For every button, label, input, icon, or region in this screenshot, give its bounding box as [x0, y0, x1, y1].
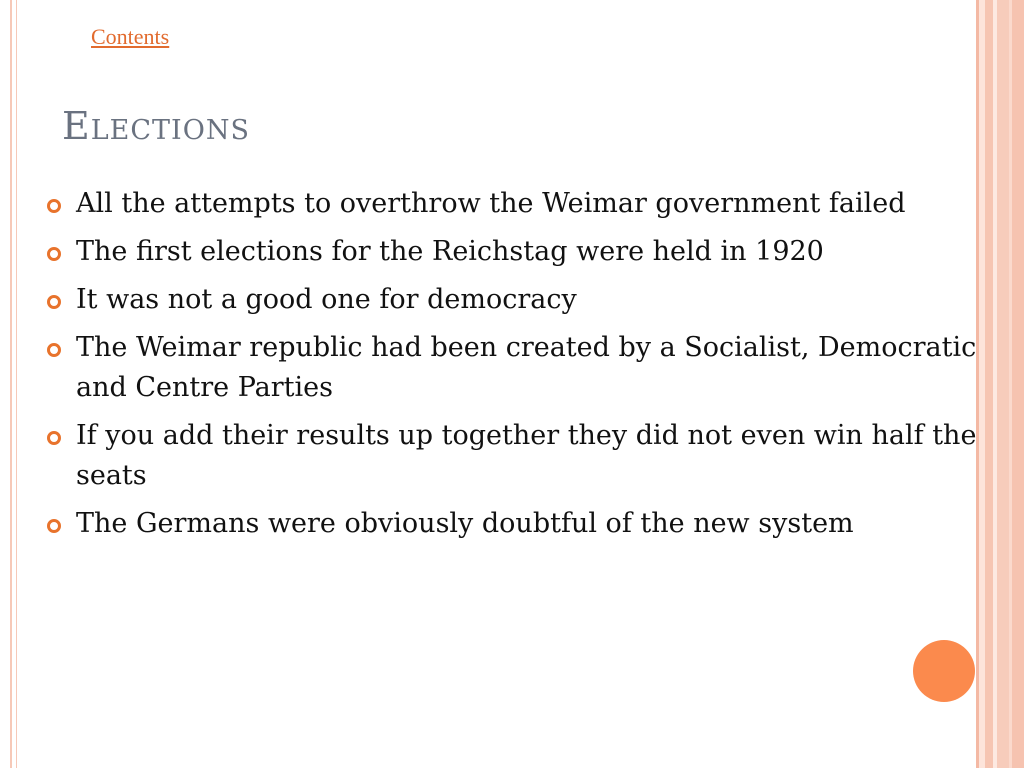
bullet-text: The first elections for the Reichstag were held in 1920	[76, 236, 824, 267]
left-frame-line	[10, 0, 12, 768]
bullet-item	[44, 184, 984, 224]
bullet-item	[44, 416, 984, 496]
contents-link[interactable]: Contents	[91, 24, 170, 49]
bullet-item	[44, 280, 984, 320]
orange-circle-icon	[913, 640, 975, 702]
circle-bullet-icon	[47, 343, 61, 357]
circle-bullet-icon	[47, 519, 61, 533]
bullet-item	[44, 504, 984, 544]
bullet-text: The Germans were obviously doubtful of the new system	[76, 508, 854, 539]
bullet-text: All the attempts to overthrow the Weimar government failed	[76, 188, 906, 219]
stripe	[985, 0, 993, 768]
stripe	[1012, 0, 1024, 768]
slide-title: Elections	[62, 104, 250, 148]
bullet-text: If you add their results up together they did not even win half the seats	[76, 420, 977, 491]
circle-bullet-icon	[47, 295, 61, 309]
bullet-list	[44, 184, 984, 552]
circle-bullet-icon	[47, 431, 61, 445]
bullet-text: It was not a good one for democracy	[76, 284, 577, 315]
bullet-item	[44, 328, 984, 408]
circle-bullet-icon	[47, 247, 61, 261]
left-frame-line-inner	[16, 0, 17, 768]
bullet-item	[44, 232, 984, 272]
stripe	[997, 0, 1009, 768]
bullet-text: The Weimar republic had been created by a Socialist, Democratic and Centre Parties	[76, 332, 977, 403]
circle-bullet-icon	[47, 199, 61, 213]
